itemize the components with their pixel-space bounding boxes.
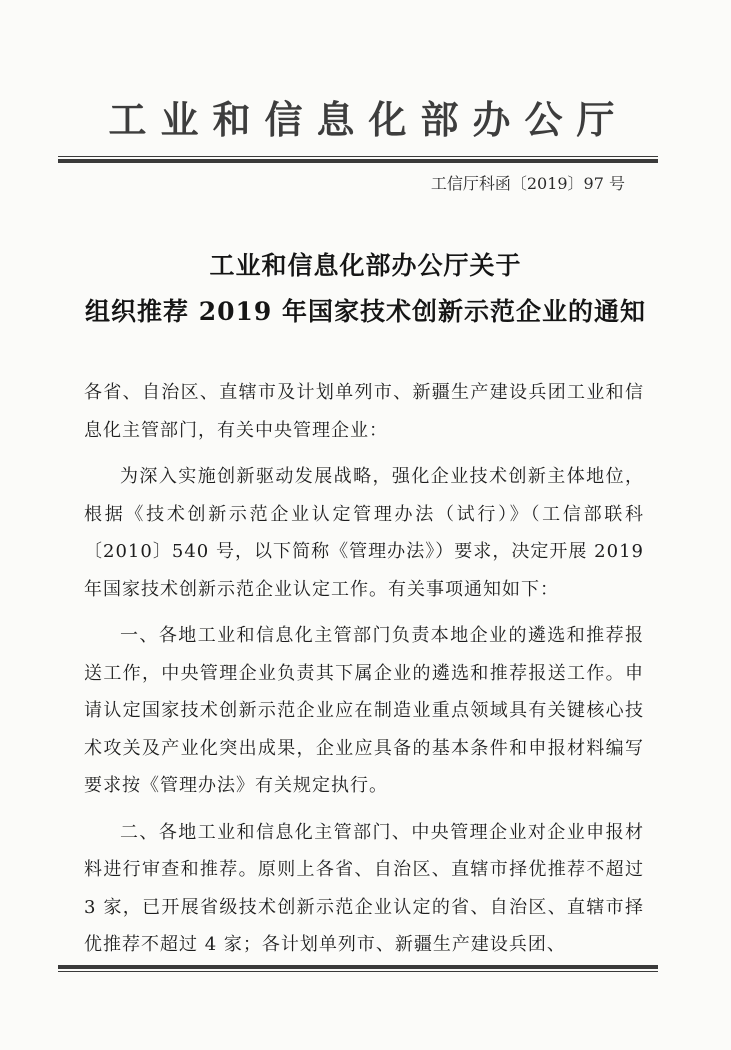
header-rule-thin-top xyxy=(58,156,658,157)
title-line-2: 组织推荐 2019 年国家技术创新示范企业的通知 xyxy=(85,297,646,326)
header-rule-thick xyxy=(58,159,658,163)
document-body xyxy=(84,374,644,973)
intro-paragraph: 为深入实施创新驱动发展战略，强化企业技术创新主体地位，根据《技术创新示范企业认定管理办法（试行）》（工信部联科〔2010〕540 号，以下简称《管理办法》）要求，决定开展 2019 年国家技术创新示范企业认定工作。有关事项通知如下： xyxy=(84,466,644,600)
item-2-paragraph: 二、各地工业和信息化主管部门、中央管理企业对企业申报材料进行审查和推荐。原则上各省、自治区、直辖市择优推荐不超过 3 家，已开展省级技术创新示范企业认定的省、自治区、直辖市择优推荐不超过 4 家；各计划单列市、新疆生产建设兵团、 xyxy=(84,821,644,955)
item-1-paragraph: 一、各地工业和信息化主管部门负责本地企业的遴选和推荐报送工作，中央管理企业负责其下属企业的遴选和推荐报送工作。申请认定国家技术创新示范企业应在制造业重点领域具有关键核心技术攻关及产业化突出成果，企业应具备的基本条件和申报材料编写要求按《管理办法》有关规定执行。 xyxy=(84,625,644,796)
title-line-1: 工业和信息化部办公厅关于 xyxy=(209,251,522,280)
salutation-paragraph: 各省、自治区、直辖市及计划单列市、新疆生产建设兵团工业和信息化主管部门，有关中央管理企业： xyxy=(84,382,644,441)
agency-header: 工业和信息化部办公厅 xyxy=(108,98,629,142)
footer-rule-thin-bottom xyxy=(58,971,658,972)
document-number: 工信厅科函〔2019〕97 号 xyxy=(430,174,625,193)
footer-rule-thick xyxy=(58,965,658,969)
